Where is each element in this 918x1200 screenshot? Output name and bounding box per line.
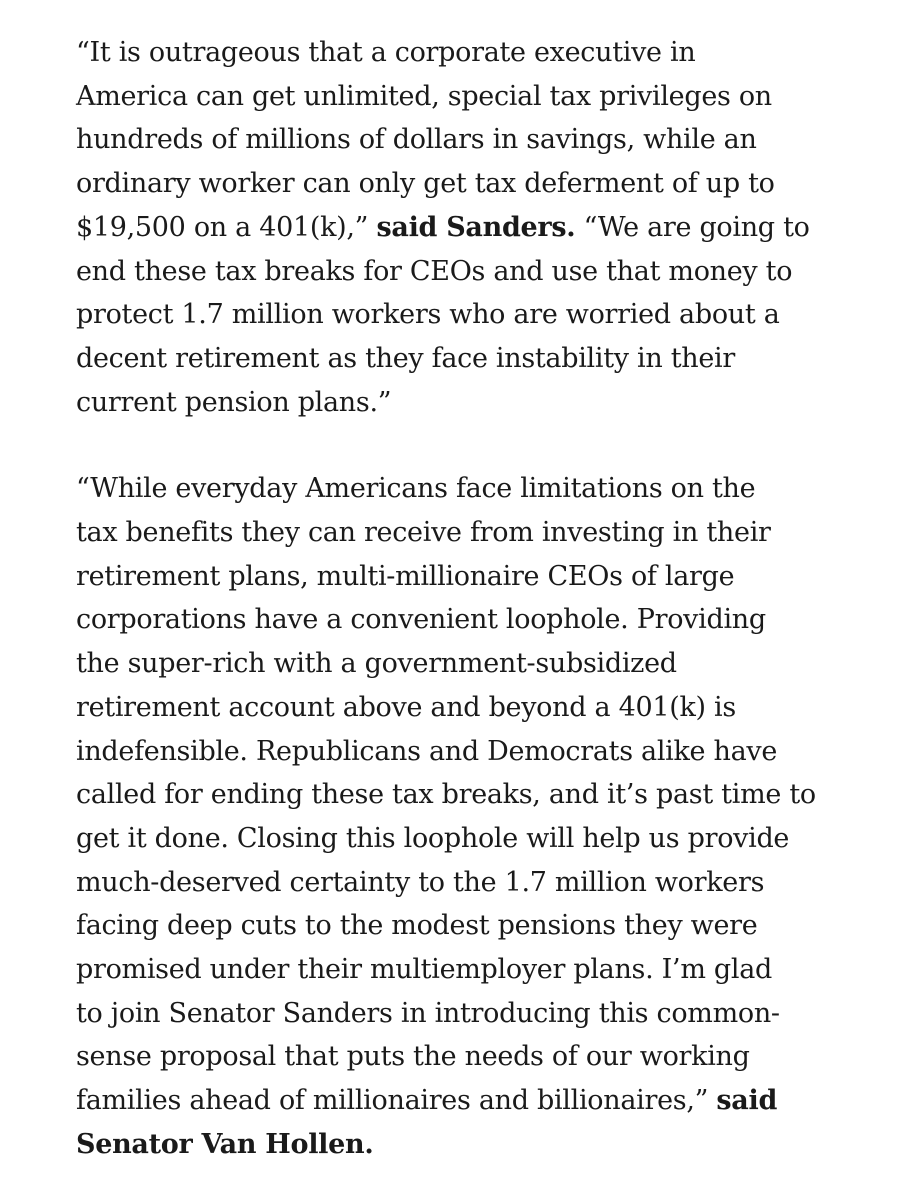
quote-text: tax benefits they can receive from investing in their xyxy=(76,517,771,549)
quote-text: indefensible. Republicans and Democrats alike have xyxy=(76,735,778,767)
quote-text: corporations have a convenient loophole. Providing xyxy=(76,604,766,636)
text-line xyxy=(76,686,866,730)
text-line xyxy=(76,642,866,686)
article-body xyxy=(76,31,866,1167)
text-line xyxy=(76,293,866,337)
text-line xyxy=(76,31,866,75)
quote-text: decent retirement as they face instability in their xyxy=(76,342,735,374)
quote-text: the super-rich with a government-subsidized xyxy=(76,648,677,680)
text-line xyxy=(76,381,866,425)
text-line xyxy=(76,1035,866,1079)
quote-text: sense proposal that puts the needs of our working xyxy=(76,1041,750,1073)
paragraph-sanders-quote xyxy=(76,31,866,424)
quote-text: protect 1.7 million workers who are worried about a xyxy=(76,299,780,331)
speaker-attribution: Senator Van Hollen. xyxy=(76,1128,374,1160)
paragraph-van-hollen-quote xyxy=(76,467,866,1166)
text-line xyxy=(76,730,866,774)
text-line xyxy=(76,904,866,948)
quote-text: America can get unlimited, special tax privileges on xyxy=(76,80,772,112)
quote-text: to join Senator Sanders in introducing this common- xyxy=(76,997,780,1029)
text-line xyxy=(76,817,866,861)
quote-text: retirement account above and beyond a 401(k) is xyxy=(76,691,736,723)
quote-text: “It is outrageous that a corporate executive in xyxy=(76,37,696,68)
quote-text: retirement plans, multi-millionaire CEOs of large xyxy=(76,560,735,592)
text-line xyxy=(76,1123,866,1167)
text-line xyxy=(76,250,866,294)
quote-text: “We are going to xyxy=(575,211,810,243)
text-line xyxy=(76,861,866,905)
quote-text: “While everyday Americans face limitations on the xyxy=(76,473,756,505)
text-line xyxy=(76,162,866,206)
quote-text: promised under their multiemployer plans. I’m glad xyxy=(76,954,773,986)
text-line xyxy=(76,598,866,642)
quote-text: current pension plans.” xyxy=(76,386,392,418)
quote-text: hundreds of millions of dollars in savings, while an xyxy=(76,124,757,156)
quote-text: ordinary worker can only get tax deferment of up to xyxy=(76,168,775,200)
quote-text: much-deserved certainty to the 1.7 million workers xyxy=(76,866,765,898)
text-line xyxy=(76,555,866,599)
quote-text: end these tax breaks for CEOs and use that money to xyxy=(76,255,793,287)
speaker-attribution: said Sanders. xyxy=(376,211,576,243)
text-line xyxy=(76,948,866,992)
quote-text: facing deep cuts to the modest pensions they were xyxy=(76,910,758,942)
quote-text: get it done. Closing this loophole will help us provide xyxy=(76,822,790,854)
quote-text: called for ending these tax breaks, and it’s past time to xyxy=(76,779,816,811)
text-line xyxy=(76,75,866,119)
text-line xyxy=(76,773,866,817)
text-line xyxy=(76,992,866,1036)
quote-text: $19,500 on a 401(k),” xyxy=(76,211,377,243)
text-line xyxy=(76,511,866,555)
text-line xyxy=(76,1079,866,1123)
text-line xyxy=(76,337,866,381)
text-line xyxy=(76,206,866,250)
quote-text: families ahead of millionaires and billionaires,” xyxy=(76,1085,717,1117)
text-line xyxy=(76,118,866,162)
speaker-attribution: said xyxy=(716,1085,778,1117)
text-line xyxy=(76,467,866,511)
